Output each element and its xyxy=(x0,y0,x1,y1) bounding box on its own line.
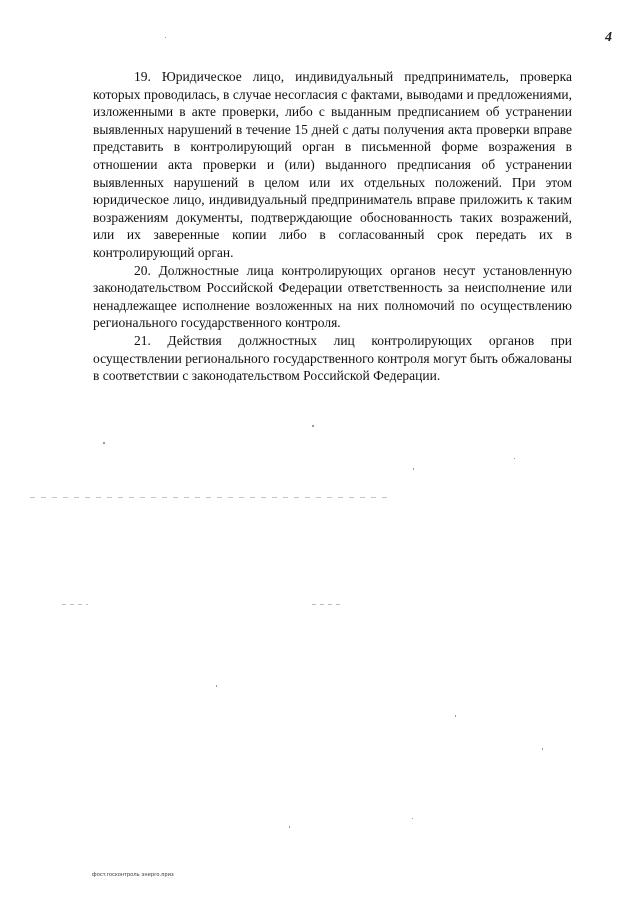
scan-speck xyxy=(216,685,217,687)
paragraph-21: 21. Действия должностных лиц контролирующих органов при осуществлении регионального государственного контроля могут быть обжалованы в соответствии с законодательством Российской Федерации. xyxy=(93,332,572,384)
scan-speck xyxy=(103,442,105,444)
scan-speck xyxy=(412,818,413,819)
scan-artifact-dash xyxy=(62,604,88,605)
scan-speck xyxy=(514,458,515,459)
paragraph-19: 19. Юридическое лицо, индивидуальный предприниматель, проверка которых проводилась, в случае несогласия с фактами, выводами и предложениями, изложенными в акте проверки, либо с выданным предписанием об устранении выявленных нарушений в течение 15 дней с даты получения акта проверки вправе представить в контролирующий орган в письменной форме возражения в отношении акта проверки и (или) выданного предписания об устранении выявленных нарушений в целом или их отдельных положений. При этом юридическое лицо, индивидуальный предприниматель вправе приложить к таким возражениям документы, подтверждающие обоснованность таких возражений, или их заверенные копии либо в согласованный срок передать их в контролирующий орган. xyxy=(93,69,572,260)
scan-speck xyxy=(413,468,414,470)
scan-speck xyxy=(455,715,456,717)
scan-speck xyxy=(542,748,543,750)
scan-artifact-dash xyxy=(312,604,342,605)
page-number: 4 xyxy=(605,30,612,45)
footer-file-path: фост.госконтроль энерго.приз xyxy=(92,872,174,878)
paragraph-20: 20. Должностные лица контролирующих органов несут установленную законодательством Российской Федерации ответственность за неисполнение или ненадлежащее исполнение возложенных на них полномочий по осуществлению регионального государственного контроля. xyxy=(93,262,572,331)
scan-speck xyxy=(289,826,290,828)
scan-speck xyxy=(312,425,314,427)
document-body xyxy=(93,68,572,385)
scan-artifact-line xyxy=(30,497,392,498)
scan-speck xyxy=(165,37,166,38)
